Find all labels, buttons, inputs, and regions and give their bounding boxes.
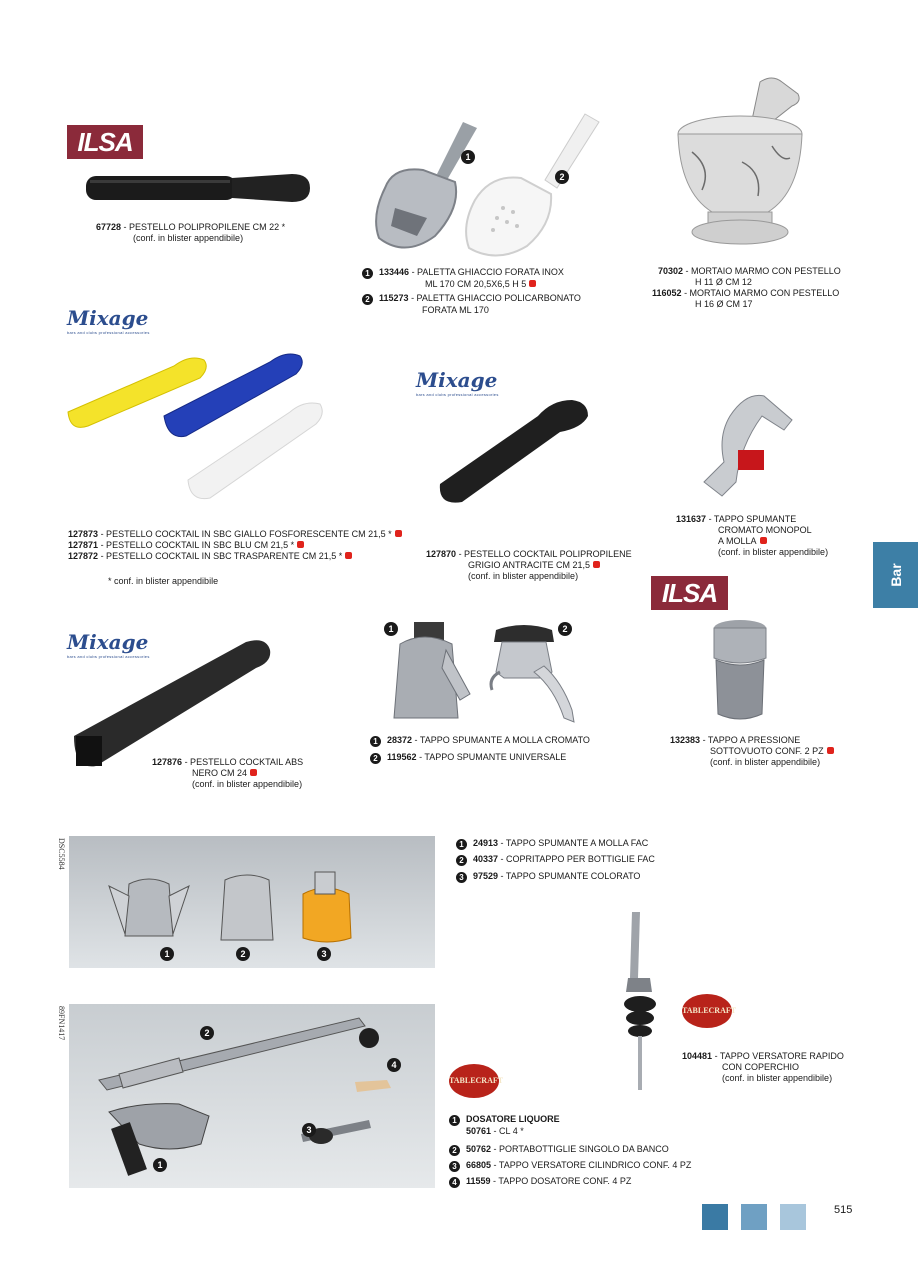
badge-3-fac: 3 (317, 947, 331, 961)
ilsa-logo: ILSA (67, 125, 143, 159)
liquor-dispenser-photo (69, 1004, 435, 1188)
red-marker-icon (395, 530, 402, 537)
footnote: * conf. in blister appendibile (108, 576, 219, 586)
colored-pestles-image (64, 332, 344, 502)
number-3-icon: 3 (449, 1161, 460, 1172)
badge-2-dispenser: 2 (200, 1026, 214, 1040)
red-marker-icon (529, 280, 536, 287)
caption-dosatore: 1 DOSATORE LIQUORE 50761 - CL 4 * (449, 1114, 749, 1137)
number-2-icon: 2 (370, 753, 381, 764)
badge-1-dispenser: 1 (153, 1158, 167, 1172)
caption-104481: 104481 - TAPPO VERSATORE RAPIDO CON COPERCHIO (conf. in blister appendibile) (682, 1051, 844, 1083)
caption-40337: 2 40337 - COPRITAPPO PER BOTTIGLIE FAC (456, 854, 716, 866)
footer-square-2 (741, 1204, 767, 1230)
number-2-icon: 2 (456, 855, 467, 866)
footer-square-1 (702, 1204, 728, 1230)
badge-2-scoop: 2 (555, 170, 569, 184)
photo-code-1: DSC5584 (57, 838, 66, 870)
red-marker-icon (345, 552, 352, 559)
mixage-logo: Mixage bars and clubs professional accessories (67, 306, 150, 335)
caption-24913: 1 24913 - TAPPO SPUMANTE A MOLLA FAC (456, 838, 716, 850)
caption-131637: 131637 - TAPPO SPUMANTE CROMATO MONOPOL A MOLLA (conf. in blister appendibile) (676, 514, 829, 557)
number-2-icon: 2 (449, 1145, 460, 1156)
section-tab-bar[interactable]: Bar (873, 542, 918, 608)
caption-127871: 127871 - PESTELLO COCKTAIL IN SBC BLU CM 21,5 * (68, 540, 408, 551)
red-marker-icon (760, 537, 767, 544)
caption-28372: 1 28372 - TAPPO SPUMANTE A MOLLA CROMATO (370, 735, 630, 747)
badge-1-fac: 1 (160, 947, 174, 961)
badge-2-fac: 2 (236, 947, 250, 961)
ilsa-logo-2: ILSA (651, 576, 728, 610)
mixage-logo-3: Mixage bars and clubs professional accessories (67, 630, 150, 659)
number-1-icon: 1 (370, 736, 381, 747)
vacuum-stopper-image (708, 618, 772, 728)
badge-3-dispenser: 3 (302, 1123, 316, 1137)
caption-115273: 2 115273 - PALETTA GHIACCIO POLICARBONATO FORATA ML 170 (362, 293, 622, 316)
red-marker-icon (827, 747, 834, 754)
caption-97529: 3 97529 - TAPPO SPUMANTE COLORATO (456, 871, 716, 883)
caption-11559: 4 11559 - TAPPO DOSATORE CONF. 4 PZ (449, 1176, 749, 1188)
badge-2-stopper: 2 (558, 622, 572, 636)
marble-mortar-image (672, 72, 812, 257)
number-1-icon: 1 (449, 1115, 460, 1126)
caption-127870: 127870 - PESTELLO COCKTAIL POLIPROPILENE GRIGIO ANTRACITE CM 21,5 (conf. in blister appendibile) (426, 549, 632, 581)
number-1-icon: 1 (456, 839, 467, 850)
badge-1-stopper: 1 (384, 622, 398, 636)
red-marker-icon (593, 561, 600, 568)
number-4-icon: 4 (449, 1177, 460, 1188)
page-number: 515 (834, 1204, 853, 1216)
badge-4-dispenser: 4 (387, 1058, 401, 1072)
red-marker-icon (250, 769, 257, 776)
caption-127873: 127873 - PESTELLO COCKTAIL IN SBC GIALLO FOSFORESCENTE CM 21,5 * (68, 529, 408, 540)
red-marker-icon (297, 541, 304, 548)
caption-132383: 132383 - TAPPO A PRESSIONE SOTTOVUOTO CONF. 2 PZ (conf. in blister appendibile) (670, 735, 870, 768)
fac-stoppers-photo (69, 836, 435, 968)
number-3-icon: 3 (456, 872, 467, 883)
anthracite-pestle-image (432, 394, 592, 506)
quick-pourer-image (614, 908, 670, 1092)
caption-127876: 127876 - PESTELLO COCKTAIL ABS NERO CM 24 (conf. in blister appendibile) (152, 757, 304, 789)
caption-50762: 2 50762 - PORTABOTTIGLIE SINGOLO DA BANCO (449, 1144, 749, 1156)
abs-pestle-image (70, 636, 274, 770)
caption-67728: 67728 - PESTELLO POLIPROPILENE CM 22 * (conf. in blister appendibile) (96, 222, 286, 243)
caption-70302: 70302 - MORTAIO MARMO CON PESTELLO H 11 Ø CM 12 (658, 266, 841, 287)
caption-133446: 1 133446 - PALETTA GHIACCIO FORATA INOX ML 170 CM 20,5X6,5 H 5 (362, 267, 622, 290)
black-pestle-image (82, 170, 314, 208)
number-1-icon: 1 (362, 268, 373, 279)
mixage-logo-2: Mixage bars and clubs professional accessories (416, 368, 499, 397)
tablecraft-logo-2: TABLECRAFT (449, 1064, 499, 1098)
photo-code-2: 89FN1417 (57, 1006, 66, 1041)
number-2-icon: 2 (362, 294, 373, 305)
ice-scoops-image (365, 108, 605, 258)
champagne-stopper-monopol-image (700, 386, 800, 506)
badge-1-scoop: 1 (461, 150, 475, 164)
caption-66805: 3 66805 - TAPPO VERSATORE CILINDRICO CONF. 4 PZ (449, 1160, 749, 1172)
tablecraft-logo: TABLECRAFT (682, 994, 732, 1028)
footer-square-3 (780, 1204, 806, 1230)
caption-116052: 116052 - MORTAIO MARMO CON PESTELLO H 16 Ø CM 17 (652, 288, 840, 309)
caption-127872: 127872 - PESTELLO COCKTAIL IN SBC TRASPARENTE CM 21,5 * (68, 551, 408, 562)
champagne-stoppers-image (384, 618, 580, 728)
caption-119562: 2 119562 - TAPPO SPUMANTE UNIVERSALE (370, 752, 630, 764)
